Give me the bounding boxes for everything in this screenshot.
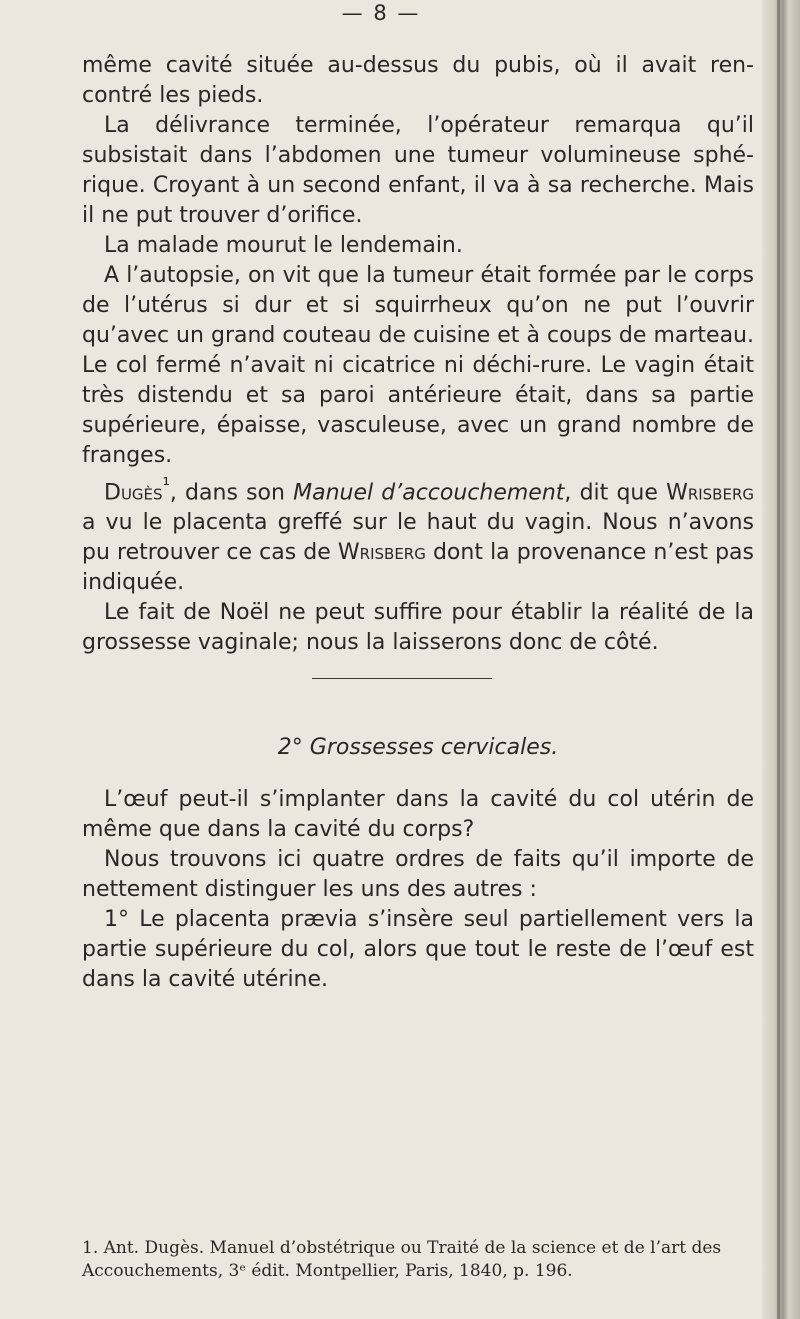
footnote: 1. Ant. Dugès. Manuel d’obstétrique ou Traité de la science et de l’art des Accouchements, 3ᵉ édit. Montpellier, Paris, 1840, p. 196. [82, 1238, 722, 1281]
paragraph: Le fait de Noël ne peut suffire pour établir la réalité de la grossesse vaginale; nous la laisserons donc de côté. [82, 600, 754, 656]
paragraph: La malade mourut le lendemain. [104, 233, 463, 258]
paragraph: La délivrance terminée, l’opérateur remarqua qu’il subsistait dans l’abdomen une tumeur volumineuse sphé-rique. Croyant à un second enfant, il va à sa recherche. Mais il ne put trouver d’orifice. [82, 113, 754, 228]
paragraph-duges [82, 471, 754, 598]
section-divider [312, 678, 492, 679]
text-run: , dit que [564, 480, 667, 506]
body-text [82, 51, 754, 995]
paragraph: Nous trouvons ici quatre ordres de faits qu’il importe de nettement distinguer les uns des autres : [82, 847, 754, 903]
text-run: dont la provenance n’est pas indiquée. [82, 540, 754, 596]
paragraph: même cavité située au-dessus du pubis, où il avait ren-contré les pieds. [82, 53, 754, 108]
book-title: Manuel d’accouchement [293, 480, 565, 506]
page-number: — 8 — [341, 1, 421, 25]
text-run: , dans son [169, 480, 294, 506]
paragraph: 1° Le placenta prævia s’insère seul partiellement vers la partie supérieure du col, alors que tout le reste de l’œuf est dans la cavité utérine. [82, 907, 754, 993]
text-run: a vu le placenta greffé sur le haut du vagin. Nous n’avons pu retrouver ce cas de [82, 510, 754, 566]
page-gutter [762, 0, 800, 1319]
author-name: Wrisberg [337, 540, 426, 566]
author-name: Dugès [104, 480, 163, 506]
paragraph: L’œuf peut-il s’implanter dans la cavité du col utérin de même que dans la cavité du corps? [82, 787, 754, 843]
author-name: Wrisberg [666, 480, 754, 506]
section-heading: 2° Grossesses cervicales. [277, 735, 559, 761]
footnote-mark: ¹ [162, 475, 170, 496]
binding-edge [777, 0, 780, 1319]
paragraph: A l’autopsie, on vit que la tumeur était formée par le corps de l’utérus si dur et si squirrheux qu’on ne put l’ouvrir qu’avec un grand couteau de cuisine et à coups de marteau. Le col fermé n’avait ni cicatrice ni déchi-rure. Le vagin était très distendu et sa paroi antérieure était, dans sa partie supérieure, épaisse, vasculeuse, avec un grand nombre de franges. [82, 263, 754, 468]
